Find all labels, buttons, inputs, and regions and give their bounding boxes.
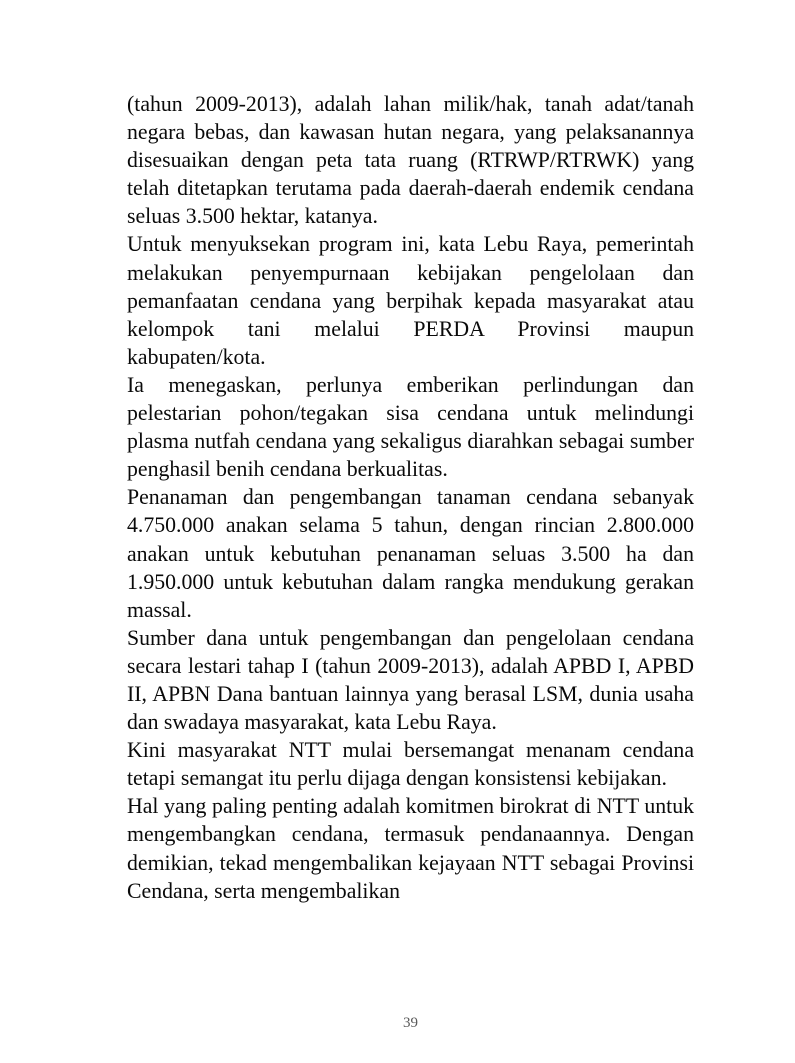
paragraph-6: Kini masyarakat NTT mulai bersemangat menanam cendana tetapi semangat itu perlu dijaga dengan konsistensi kebijakan. [127,738,694,791]
body-text [127,90,694,905]
paragraph-4: Penanaman dan pengembangan tanaman cendana sebanyak 4.750.000 anakan selama 5 tahun, dengan rincian 2.800.000 anakan untuk kebutuhan penanaman seluas 3.500 ha dan 1.950.000 untuk kebutuhan dalam rangka mendukung gerakan massal. [127,485,694,622]
paragraph-5: Sumber dana untuk pengembangan dan pengelolaan cendana secara lestari tahap I (tahun 2009-2013), adalah APBD I, APBD II, APBN Dana bantuan lainnya yang berasal LSM, dunia usaha dan swadaya masyarakat, kata Lebu Raya. [127,625,694,735]
paragraph-3: Ia menegaskan, perlunya emberikan perlindungan dan pelestarian pohon/tegakan sisa cendana untuk melindungi plasma nutfah cendana yang sekaligus diarahkan sebagai sumber penghasil benih cendana berkualitas. [127,372,694,482]
paragraph-2: Untuk menyuksekan program ini, kata Lebu Raya, pemerintah melakukan penyempurnaan kebijakan pengelolaan dan pemanfaatan cendana yang berpihak kepada masyarakat atau kelompok tani melalui PERDA Provinsi maupun kabupaten/kota. [127,232,694,369]
page-number: 39 [403,1015,418,1031]
paragraph-1: (tahun 2009-2013), adalah lahan milik/hak, tanah adat/tanah negara bebas, dan kawasan hutan negara, yang pelaksanannya disesuaikan dengan peta tata ruang (RTRWP/RTRWK) yang telah ditetapkan terutama pada daerah-daerah endemik cendana seluas 3.500 hektar, katanya. [127,92,694,229]
paragraph-7: Hal yang paling penting adalah komitmen birokrat di NTT untuk mengembangkan cendana, termasuk pendanaannya. Dengan demikian, tekad mengembalikan kejayaan NTT sebagai Provinsi Cendana, serta mengembalikan [127,794,694,903]
